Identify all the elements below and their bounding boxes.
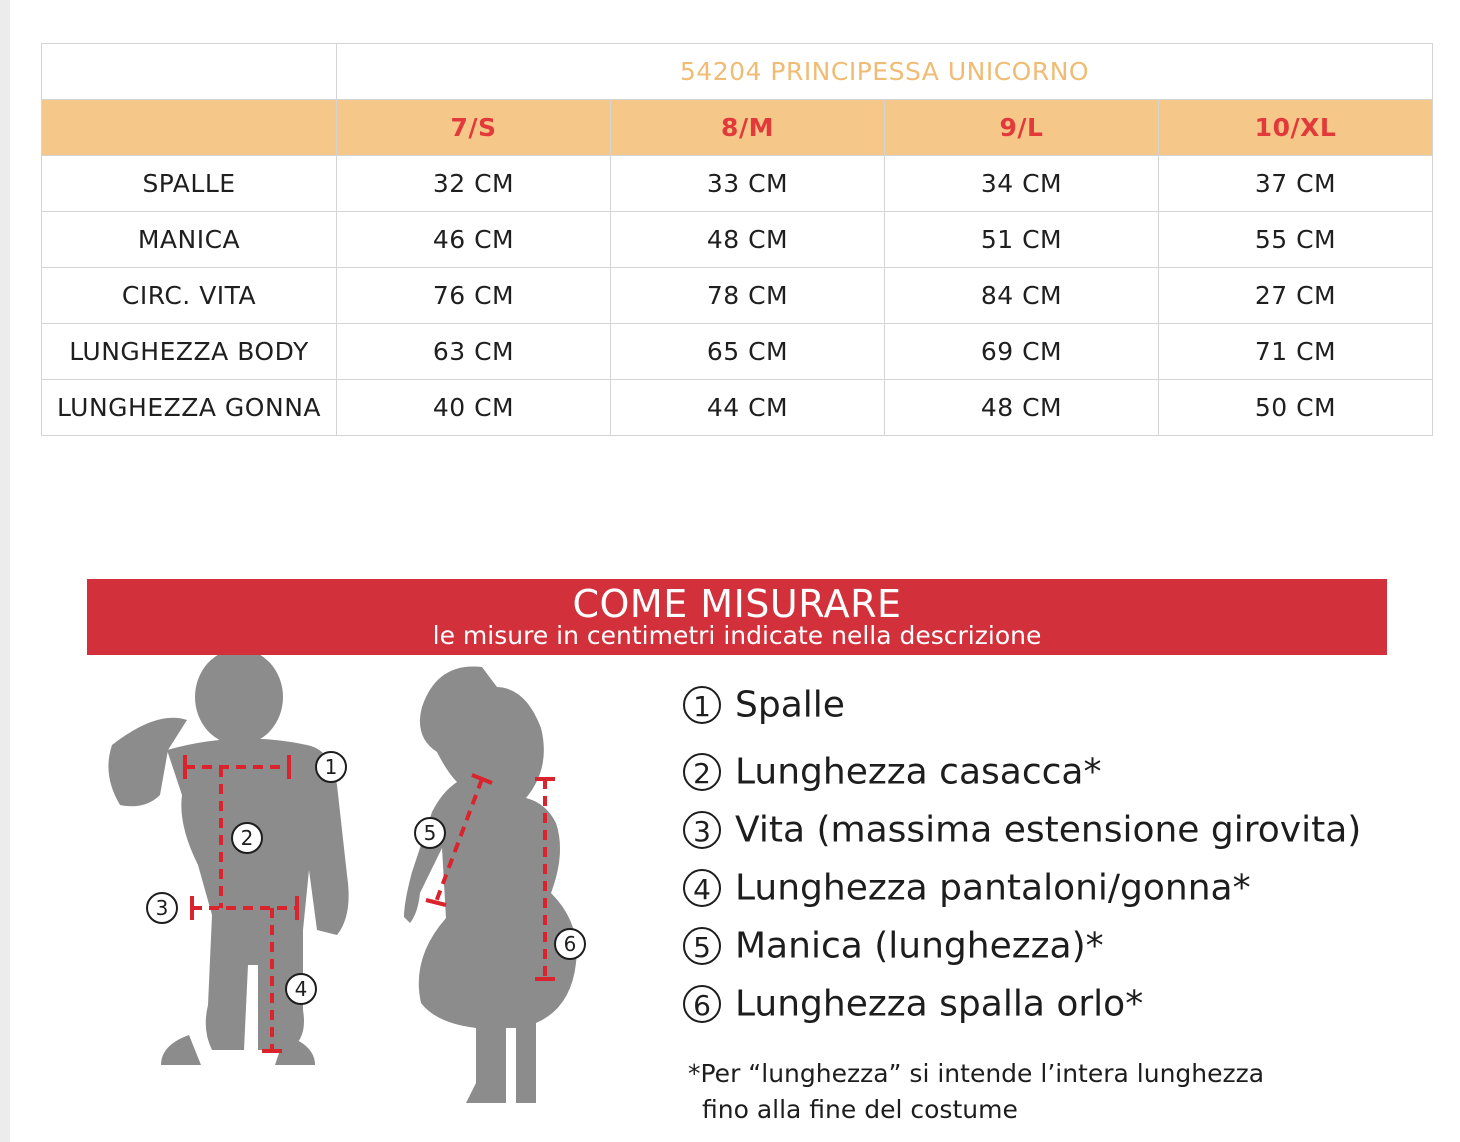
footnote-line-1: *Per “lunghezza” si intende l’intera lunghezza bbox=[688, 1059, 1265, 1088]
legend-item bbox=[683, 808, 1361, 851]
svg-text:2: 2 bbox=[240, 826, 254, 850]
table-cell: 48 CM bbox=[611, 212, 885, 268]
legend-number-icon: 3 bbox=[683, 811, 721, 849]
marker-6-icon bbox=[555, 929, 585, 959]
footnote-line-2: fino alla fine del costume bbox=[702, 1095, 1018, 1124]
row-label: LUNGHEZZA GONNA bbox=[42, 380, 337, 436]
svg-text:1: 1 bbox=[324, 755, 338, 779]
legend-item bbox=[683, 683, 845, 726]
legend-number-icon: 6 bbox=[683, 985, 721, 1023]
legend-item bbox=[683, 924, 1104, 967]
table-cell: 27 CM bbox=[1159, 268, 1433, 324]
table-cell: 76 CM bbox=[337, 268, 611, 324]
table-row bbox=[42, 156, 1433, 212]
table-cell: 37 CM bbox=[1159, 156, 1433, 212]
table-cell: 78 CM bbox=[611, 268, 885, 324]
legend-number-icon: 5 bbox=[683, 927, 721, 965]
table-corner-cell bbox=[42, 44, 337, 100]
row-label: MANICA bbox=[42, 212, 337, 268]
legend-text: Lunghezza pantaloni/gonna* bbox=[735, 867, 1251, 909]
measure-guide bbox=[87, 579, 1387, 1142]
size-header-blank bbox=[42, 100, 337, 156]
size-header: 9/L bbox=[885, 100, 1159, 156]
table-cell: 50 CM bbox=[1159, 380, 1433, 436]
legend-item bbox=[683, 866, 1251, 909]
table-row bbox=[42, 324, 1433, 380]
table-cell: 63 CM bbox=[337, 324, 611, 380]
row-label: CIRC. VITA bbox=[42, 268, 337, 324]
legend-text: Lunghezza spalla orlo* bbox=[735, 983, 1144, 1025]
row-label: SPALLE bbox=[42, 156, 337, 212]
svg-text:4: 4 bbox=[294, 977, 308, 1001]
product-title-row bbox=[42, 44, 1433, 100]
table-cell: 71 CM bbox=[1159, 324, 1433, 380]
table-row bbox=[42, 380, 1433, 436]
legend-item bbox=[683, 750, 1102, 793]
legend-number-icon: 4 bbox=[683, 869, 721, 907]
marker-3-icon bbox=[147, 893, 177, 923]
legend-text: Lunghezza casacca* bbox=[735, 751, 1102, 793]
table-cell: 65 CM bbox=[611, 324, 885, 380]
marker-1-icon bbox=[316, 752, 346, 782]
guide-title: COME MISURARE bbox=[572, 582, 902, 626]
table-cell: 84 CM bbox=[885, 268, 1159, 324]
legend-number-icon: 2 bbox=[683, 753, 721, 791]
marker-5-icon bbox=[415, 818, 445, 848]
table-cell: 40 CM bbox=[337, 380, 611, 436]
table-cell: 48 CM bbox=[885, 380, 1159, 436]
marker-2-icon bbox=[232, 823, 262, 853]
table-cell: 44 CM bbox=[611, 380, 885, 436]
table-cell: 46 CM bbox=[337, 212, 611, 268]
legend-item bbox=[683, 982, 1143, 1025]
table-cell: 51 CM bbox=[885, 212, 1159, 268]
legend-text: Vita (massima estensione girovita) bbox=[735, 809, 1362, 851]
size-header-row bbox=[42, 100, 1433, 156]
row-label: LUNGHEZZA BODY bbox=[42, 324, 337, 380]
side-child-silhouette bbox=[404, 667, 577, 1104]
table-row bbox=[42, 212, 1433, 268]
table-cell: 32 CM bbox=[337, 156, 611, 212]
table-cell: 34 CM bbox=[885, 156, 1159, 212]
svg-text:3: 3 bbox=[155, 896, 169, 920]
product-title: 54204 PRINCIPESSA UNICORNO bbox=[337, 44, 1433, 100]
table-cell: 69 CM bbox=[885, 324, 1159, 380]
front-child-silhouette bbox=[108, 655, 348, 1065]
size-table bbox=[41, 43, 1433, 436]
guide-banner bbox=[87, 579, 1387, 655]
svg-text:5: 5 bbox=[423, 821, 437, 845]
size-header: 10/XL bbox=[1159, 100, 1433, 156]
legend-text: Spalle bbox=[735, 684, 845, 726]
left-edge-strip bbox=[0, 0, 10, 1142]
marker-4-icon bbox=[286, 974, 316, 1004]
svg-text:6: 6 bbox=[563, 932, 577, 956]
guide-subtitle: le misure in centimetri indicate nella descrizione bbox=[432, 621, 1042, 650]
size-header: 8/M bbox=[611, 100, 885, 156]
table-cell: 33 CM bbox=[611, 156, 885, 212]
size-header: 7/S bbox=[337, 100, 611, 156]
child-silhouettes-illustration bbox=[87, 655, 647, 1142]
length-footnote bbox=[688, 1056, 1264, 1128]
table-cell: 55 CM bbox=[1159, 212, 1433, 268]
legend-number-icon: 1 bbox=[683, 686, 721, 724]
legend-text: Manica (lunghezza)* bbox=[735, 925, 1104, 967]
table-row bbox=[42, 268, 1433, 324]
